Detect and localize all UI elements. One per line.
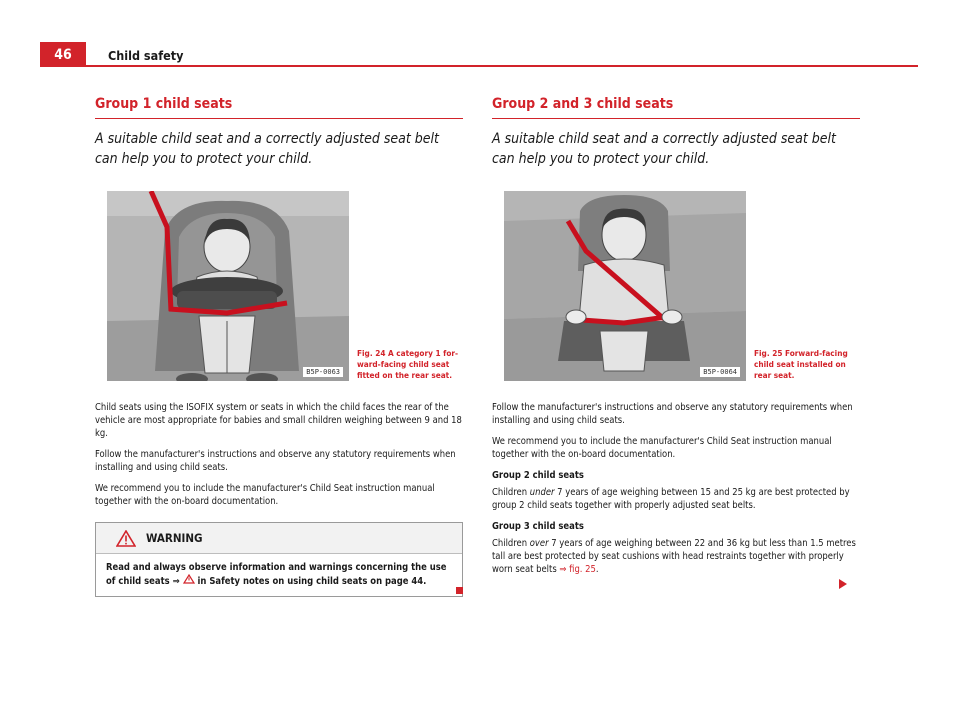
paragraph: Follow the manufacturer's instructions and observe any statutory requirements when installing and using child seats. — [95, 449, 456, 473]
warning-box — [95, 522, 463, 597]
image-code: B5P-0063 — [303, 367, 343, 377]
body-text — [492, 401, 860, 576]
header-rule — [40, 65, 918, 67]
figure-caption: Fig. 25 Forward-facing child seat installed on rear seat. — [754, 348, 848, 380]
warning-triangle-icon — [116, 530, 136, 547]
child-seat-illustration — [107, 191, 349, 381]
body-text — [95, 401, 463, 508]
section-heading-group-2-3: Group 2 and 3 child seats — [492, 96, 860, 119]
figure-caption: Fig. 24 A category 1 forward-facing child seat fitted on the rear seat. — [357, 348, 459, 380]
figure-24 — [95, 191, 463, 383]
section-intro: A suitable child seat and a correctly adjusted seat belt can help you to protect your child. — [95, 131, 439, 167]
group-2-heading: Group 2 child seats — [492, 470, 584, 481]
warning-triangle-icon[interactable] — [183, 574, 195, 584]
paragraph: Follow the manufacturer's instructions and observe any statutory requirements when installing and using child seats. — [492, 402, 853, 426]
image-code: B5P-0064 — [700, 367, 740, 377]
left-column — [95, 96, 463, 597]
section-end-marker — [456, 587, 463, 594]
warning-text: Read and always observe information and warnings concerning the use of child seats ⇒ in Safety notes on using child seats on page 44. — [106, 562, 447, 587]
paragraph: We recommend you to include the manufacturer's Child Seat instruction manual together with the on-board documentation. — [492, 436, 832, 460]
header-title: Child safety — [108, 48, 184, 63]
group-3-heading: Group 3 child seats — [492, 521, 584, 532]
right-column — [492, 96, 860, 584]
warning-header — [96, 523, 462, 554]
section-heading-group-1: Group 1 child seats — [95, 96, 463, 119]
paragraph: Child seats using the ISOFIX system or seats in which the child faces the rear of the vehicle are most appropriate for babies and small children weighing between 9 and 18 kg. — [95, 402, 462, 439]
group-2-paragraph: Children under 7 years of age weighing between 15 and 25 kg are best protected by group 2 child seats together with properly adjusted seat belts. — [492, 487, 850, 511]
group-3-paragraph: Children over 7 years of age weighing between 22 and 36 kg but less than 1.5 metres tall are best protected by seat cushions with head restraints together with properly worn seat belts ⇒ fig. 25. — [492, 538, 856, 575]
booster-seat-illustration — [504, 191, 746, 381]
paragraph: We recommend you to include the manufacturer's Child Seat instruction manual together with the on-board documentation. — [95, 483, 435, 507]
page-number: 46 — [40, 42, 86, 67]
warning-title: WARNING — [146, 531, 203, 545]
section-intro: A suitable child seat and a correctly adjusted seat belt can help you to protect your child. — [492, 131, 836, 167]
figure-25 — [492, 191, 860, 383]
continue-arrow-icon — [839, 579, 847, 589]
figure-25-link[interactable]: ⇒ fig. 25 — [559, 564, 596, 575]
